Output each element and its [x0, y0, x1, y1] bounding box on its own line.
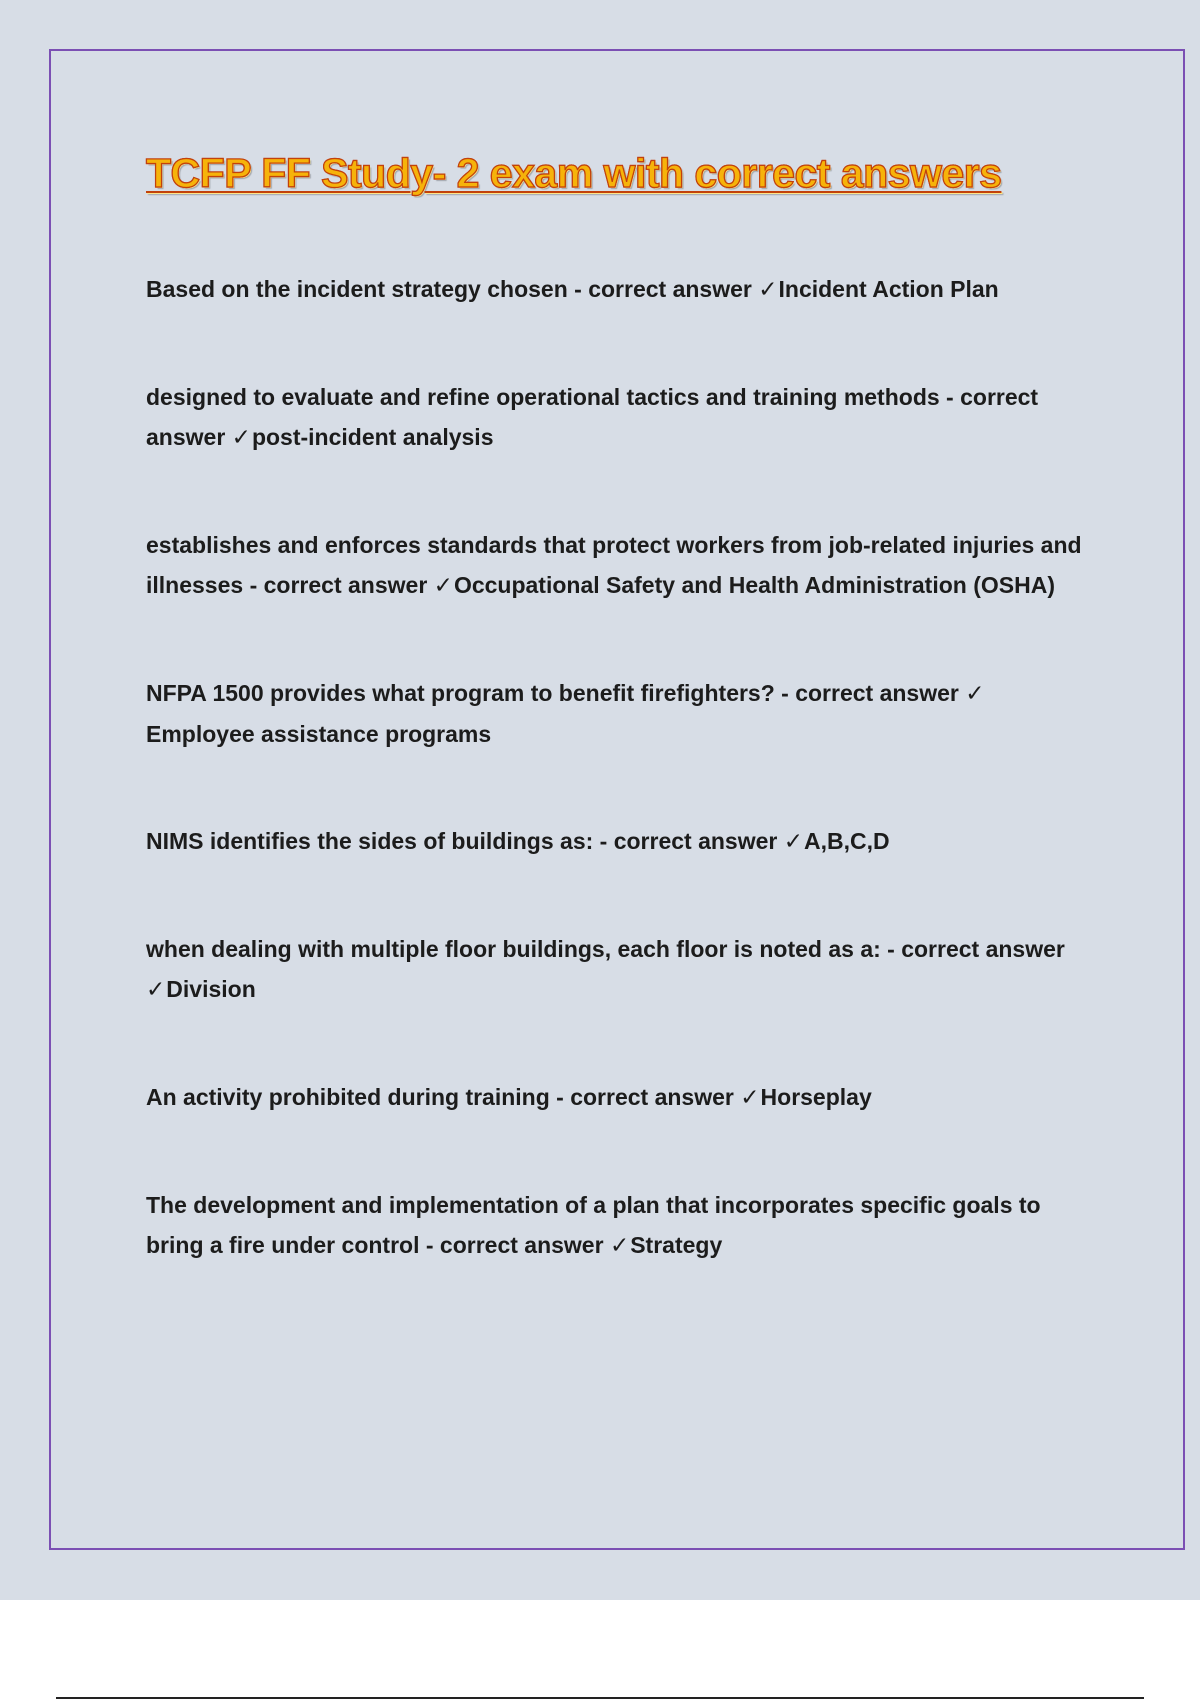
question-text: when dealing with multiple floor buildings, each floor is noted as a:: [146, 936, 881, 962]
answer-separator: - correct answer: [774, 680, 966, 706]
answer-text: Occupational Safety and Health Administration (OSHA): [453, 572, 1055, 598]
answer-text: Horseplay: [760, 1084, 872, 1110]
answer-text: Incident Action Plan: [778, 276, 999, 302]
answer-separator: - correct answer: [549, 1084, 741, 1110]
checkmark-icon: ✓: [231, 425, 251, 451]
answer-text: Employee assistance programs: [146, 721, 492, 747]
qa-item: [146, 929, 1086, 1010]
question-text: NIMS identifies the sides of buildings as:: [146, 828, 594, 854]
qa-item: [146, 377, 1086, 458]
document-title: TCFP FF Study- 2 exam with correct answers: [146, 150, 1002, 196]
answer-text: A,B,C,D: [804, 828, 890, 854]
answer-separator: - correct answer: [243, 572, 434, 598]
qa-item: [146, 1185, 1086, 1266]
checkmark-icon: ✓: [965, 681, 985, 707]
checkmark-icon: ✓: [609, 1233, 630, 1259]
checkmark-icon: ✓: [433, 573, 453, 599]
answer-separator: - correct answer: [419, 1232, 610, 1258]
qa-item: [146, 525, 1086, 606]
qa-item: [146, 269, 1086, 310]
question-text: NFPA 1500 provides what program to benefit firefighters?: [146, 680, 775, 706]
qa-item: [146, 1077, 1086, 1118]
qa-item: [146, 821, 1086, 862]
question-text: The development and implementation of a plan that incorporates specific goals to bring a fire under control: [146, 1192, 1041, 1258]
answer-separator: - correct answer: [567, 276, 759, 302]
answer-text: Strategy: [630, 1232, 723, 1258]
answer-separator: - correct answer: [146, 384, 1039, 450]
checkmark-icon: ✓: [758, 277, 778, 303]
question-text: Based on the incident strategy chosen: [146, 276, 568, 302]
answer-separator: - correct answer: [880, 936, 1065, 962]
question-text: designed to evaluate and refine operational tactics and training methods: [146, 384, 940, 410]
answer-separator: - correct answer: [593, 828, 784, 854]
checkmark-icon: ✓: [146, 977, 166, 1003]
checkmark-icon: ✓: [740, 1085, 760, 1111]
question-text: establishes and enforces standards that protect workers from job-related injuries and illnesses: [146, 532, 1082, 598]
checkmark-icon: ✓: [783, 829, 804, 855]
qa-item: [146, 673, 1086, 754]
answer-text: post-incident analysis: [251, 424, 494, 450]
footer-divider: [56, 1697, 1144, 1699]
answer-text: Division: [166, 976, 256, 1002]
document-body: [146, 150, 1086, 1333]
question-text: An activity prohibited during training: [146, 1084, 550, 1110]
